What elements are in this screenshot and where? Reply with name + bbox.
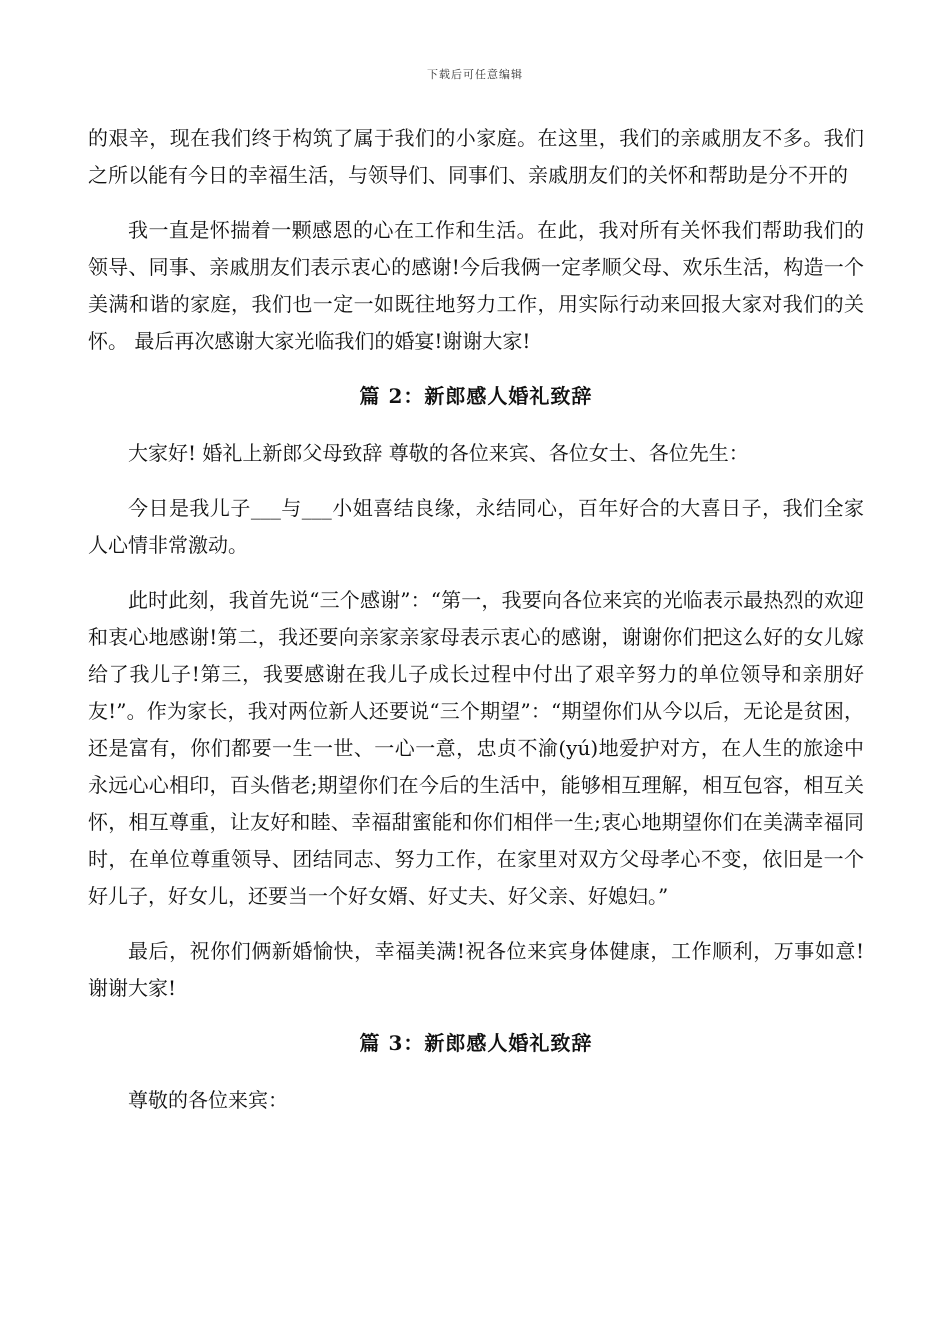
paragraph-continuation: 的艰辛，现在我们终于构筑了属于我们的小家庭。在这里，我们的亲戚朋友不多。我们之所以能有今日的幸福生活，与领导们、同事们、亲戚朋友们的关怀和帮助是分不开的 <box>88 126 864 187</box>
document-body <box>88 120 864 1137</box>
paragraph-salutation: 尊敬的各位来宾： <box>128 1088 288 1112</box>
section-heading-3: 篇 3：新郎感人婚礼致辞 <box>359 1031 593 1055</box>
section-heading-2: 篇 2：新郎感人婚礼致辞 <box>359 384 593 408</box>
paragraph-thanks-and-wishes: 此时此刻，我首先说“三个感谢”：“第一，我要向各位来宾的光临表示最热烈的欢迎和衷心地感谢!第二，我还要向亲家亲家母表示衷心的感谢，谢谢你们把这么好的女儿嫁给了我儿子!第三，我要感谢在我儿子成长过程中付出了艰辛努力的单位领导和亲朋好友!”。作为家长，我对两位新人还要说“三个期望”：“期望你们从今以后，无论是贫困，还是富有，你们都要一生一世、一心一意，忠贞不渝(yú)地爱护对方，在人生的旅途中永远心心相印，百头偕老;期望你们在今后的生活中，能够相互理解，相互包容，相互关怀，相互尊重，让友好和睦、幸福甜蜜能和你们相伴一生;衷心地期望你们在美满幸福同时，在单位尊重领导、团结同志、努力工作，在家里对双方父母孝心不变，依旧是一个好儿子，好女儿，还要当一个好女婿、好丈夫、好父亲、好媳妇。” <box>88 588 864 908</box>
paragraph-greeting: 大家好! 婚礼上新郎父母致辞 尊敬的各位来宾、各位女士、各位先生： <box>128 441 749 465</box>
paragraph-occasion: 今日是我儿子___与___小姐喜结良缘，永结同心，百年好合的大喜日子，我们全家人心情非常激动。 <box>88 496 864 557</box>
header-note: 下载后可任意编辑 <box>427 68 523 81</box>
paragraph-closing: 最后，祝你们俩新婚愉快，幸福美满!祝各位来宾身体健康，工作顺利，万事如意! 谢谢大家! <box>88 939 864 1000</box>
paragraph-gratitude: 我一直是怀揣着一颗感恩的心在工作和生活。在此，我对所有关怀我们帮助我们的领导、同事、亲戚朋友们表示衷心的感谢!今后我俩一定孝顺父母、欢乐生活，构造一个美满和谐的家庭，我们也一定一如既往地努力工作，用实际行动来回报大家对我们的关怀。 最后再次感谢大家光临我们的婚宴!谢谢大家! <box>88 218 864 353</box>
